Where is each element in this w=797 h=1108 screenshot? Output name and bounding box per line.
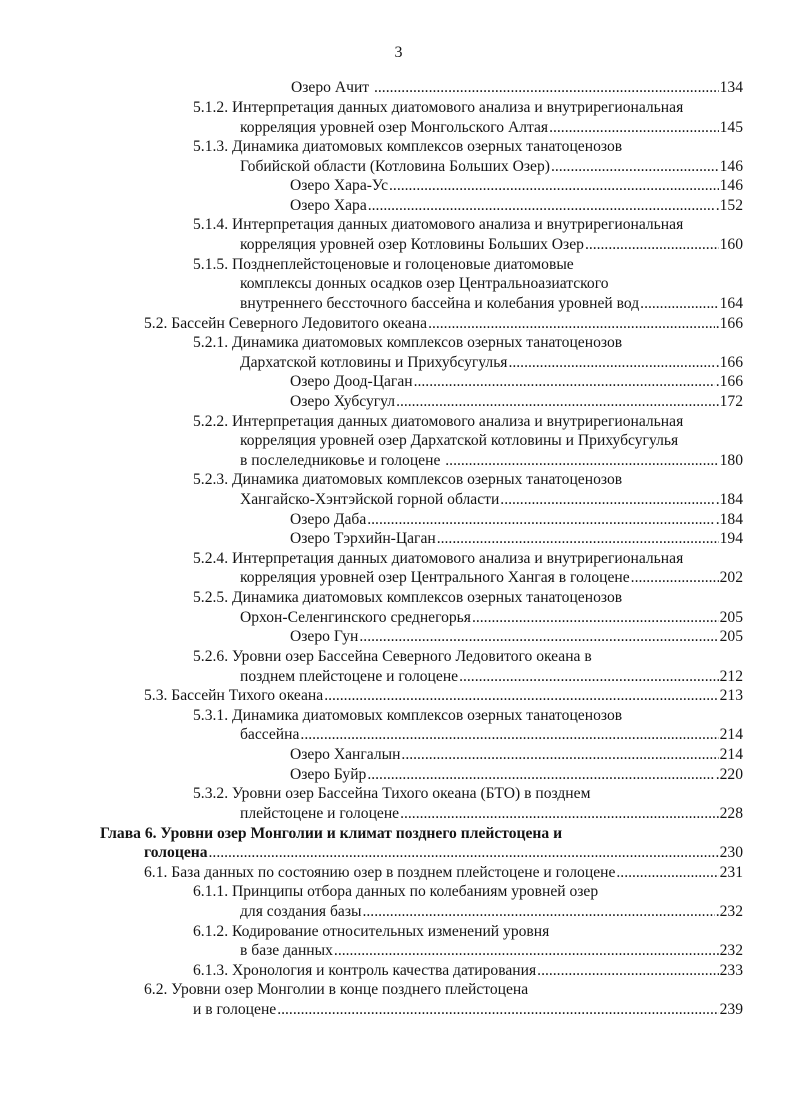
toc-page-number: .184 bbox=[715, 511, 743, 528]
toc-page-number: 145 bbox=[719, 119, 743, 136]
toc-entry-text: комплексы донных осадков озер Центральноазиатского bbox=[240, 275, 609, 292]
toc-entry-text: 5.3.1. Динамика диатомовых комплексов озерных танатоценозов bbox=[193, 707, 623, 724]
toc-entry-6-1-1[interactable] bbox=[193, 882, 753, 902]
toc-entry-5-2-3-cont[interactable] bbox=[240, 490, 743, 510]
toc-entry-text: Озеро Хангалын bbox=[290, 746, 401, 763]
toc-entry-5-1-3-cont[interactable] bbox=[240, 157, 743, 177]
toc-entry-6-2[interactable] bbox=[144, 980, 753, 1000]
toc-entry-lake-khara-us[interactable] bbox=[290, 176, 743, 196]
toc-chapter-6-cont[interactable] bbox=[144, 843, 743, 863]
toc-entry-5-2-5-cont[interactable] bbox=[240, 608, 743, 628]
toc-entry-text: Озеро Хубсугул bbox=[290, 393, 396, 410]
toc-entry-text: 5.2. Бассейн Северного Ледовитого океана bbox=[144, 315, 428, 332]
toc-entry-text: корреляция уровней озер Котловины Больших Озер bbox=[240, 236, 584, 253]
toc-entry-lake-gun[interactable] bbox=[290, 627, 743, 647]
toc-entry-text: 5.2.3. Динамика диатомовых комплексов озерных танатоценозов bbox=[193, 471, 623, 488]
toc-entry-5-2-2-cont[interactable] bbox=[240, 431, 753, 451]
toc-entry-text: внутреннего бессточного бассейна и колебания уровней вод bbox=[240, 295, 640, 312]
toc-entry-5-1-5-cont[interactable] bbox=[240, 274, 753, 294]
toc-entry-text: Озеро Хара bbox=[290, 197, 367, 214]
toc-entry-5-3-2-cont[interactable] bbox=[240, 804, 743, 824]
toc-entry-text: 6.1.2. Кодирование относительных изменений уровня bbox=[193, 923, 550, 940]
toc-entry-text: Озеро Ачит bbox=[291, 79, 373, 96]
toc-entry-lake-khara[interactable] bbox=[290, 196, 743, 216]
toc-page-number: 231 bbox=[719, 864, 743, 881]
toc-entry-5-2-6[interactable] bbox=[193, 647, 753, 667]
toc-page-number: 214 bbox=[719, 726, 743, 743]
toc-entry-text: 5.2.5. Динамика диатомовых комплексов озерных танатоценозов bbox=[193, 589, 623, 606]
toc-entry-text: 5.3. Бассейн Тихого океана bbox=[144, 687, 324, 704]
toc-entry-5-1-2-cont[interactable] bbox=[240, 118, 743, 138]
toc-page-number: 160 bbox=[719, 236, 743, 253]
toc-entry-5-1-4-cont[interactable] bbox=[240, 235, 743, 255]
toc-entry-text: корреляция уровней озер Монгольского Алтая bbox=[240, 119, 549, 136]
toc-page-number: 134 bbox=[719, 79, 743, 96]
toc-page-number: .166 bbox=[715, 354, 743, 371]
toc-entry-text: плейстоцене и голоцене bbox=[240, 805, 400, 822]
toc-entry-5-3-1[interactable] bbox=[193, 706, 753, 726]
toc-entry-5-2-5[interactable] bbox=[193, 588, 753, 608]
toc-entry-6-1[interactable] bbox=[144, 863, 743, 883]
toc-entry-6-2-cont[interactable] bbox=[193, 1000, 743, 1020]
toc-page-number: 164 bbox=[719, 295, 743, 312]
toc-entry-text: в базе данных bbox=[240, 942, 333, 959]
toc-entry-5-2-1[interactable] bbox=[193, 333, 753, 353]
toc-entry-5-1-4[interactable] bbox=[193, 215, 753, 235]
toc-entry-text: бассейна bbox=[240, 726, 300, 743]
toc-entry-text: 5.1.4. Интерпретация данных диатомового анализа и внутрирегиональная bbox=[193, 216, 684, 233]
toc-entry-text: корреляция уровней озер Центрального Хангая в голоцене bbox=[240, 569, 630, 586]
toc-entry-5-1-3[interactable] bbox=[193, 137, 753, 157]
toc-page-number: 194 bbox=[719, 530, 743, 547]
toc-entry-text: Хангайско-Хэнтэйской горной области bbox=[240, 491, 500, 508]
toc-entry-text: Озеро Гун bbox=[290, 628, 359, 645]
toc-page-number: 212 bbox=[719, 668, 743, 685]
toc-entry-6-1-3[interactable] bbox=[193, 961, 743, 981]
toc-entry-5-2[interactable] bbox=[144, 314, 743, 334]
toc-page-number: .220 bbox=[715, 766, 743, 783]
toc-entry-lake-achit[interactable] bbox=[291, 78, 743, 98]
toc-entry-5-2-4-cont[interactable] bbox=[240, 568, 743, 588]
toc-entry-lake-khubsugul[interactable] bbox=[290, 392, 743, 412]
toc-entry-text: позднем плейстоцене и голоцене bbox=[240, 668, 459, 685]
toc-page-number: 233 bbox=[719, 962, 743, 979]
toc-entry-text: Озеро Хара-Ус bbox=[290, 177, 389, 194]
toc-page-number: .184 bbox=[715, 491, 743, 508]
toc-page-number: 205 bbox=[719, 628, 743, 645]
toc-entry-text: 5.1.5. Позднеплейстоценовые и голоценовые диатомовые bbox=[193, 256, 574, 273]
toc-entry-5-2-1-cont[interactable] bbox=[240, 353, 743, 373]
toc-page-number: .166 bbox=[715, 373, 743, 390]
toc-entry-5-1-2[interactable] bbox=[193, 98, 753, 118]
toc-entry-5-1-5[interactable] bbox=[193, 255, 753, 275]
toc-entry-text: Гобийской области (Котловина Больших Озер) bbox=[240, 158, 550, 175]
toc-entry-text: 5.2.1. Динамика диатомовых комплексов озерных танатоценозов bbox=[193, 334, 623, 351]
toc-page-number: .152 bbox=[715, 197, 743, 214]
toc-entry-text: Озеро Даба bbox=[290, 511, 367, 528]
toc-page-number: 213 bbox=[719, 687, 743, 704]
toc-entry-text: Дархатской котловины и Прихубсугулья bbox=[240, 354, 508, 371]
toc-entry-5-1-5-cont2[interactable] bbox=[240, 294, 743, 314]
toc-entry-text: в послеледниковье и голоцене bbox=[240, 452, 445, 469]
toc-entry-text: 6.1.3. Хронология и контроль качества датирования bbox=[193, 962, 537, 979]
toc-entry-text: 5.2.2. Интерпретация данных диатомового анализа и внутрирегиональная bbox=[193, 413, 684, 430]
toc-entry-text: 6.1. База данных по состоянию озер в позднем плейстоцене и голоцене bbox=[144, 864, 616, 881]
toc-page-number: .172 bbox=[715, 393, 743, 410]
toc-entry-5-2-4[interactable] bbox=[193, 549, 753, 569]
page-number: 3 bbox=[394, 44, 403, 61]
toc-entry-text: 5.3.2. Уровни озер Бассейна Тихого океана (БТО) в позднем bbox=[193, 785, 591, 802]
toc-page-number: 202 bbox=[719, 569, 743, 586]
toc-entry-6-1-2-cont[interactable] bbox=[240, 941, 743, 961]
toc-page-number: 232 bbox=[719, 942, 743, 959]
toc-entry-lake-khangalyn[interactable] bbox=[290, 745, 743, 765]
toc-entry-text: 6.1.1. Принципы отбора данных по колебаниям уровней озер bbox=[193, 883, 599, 900]
toc-page-number: .166 bbox=[715, 315, 743, 332]
toc-page-number: 205 bbox=[719, 609, 743, 626]
toc-page-number: .232 bbox=[715, 903, 743, 920]
toc-page-number: 230 bbox=[719, 844, 743, 861]
toc-entry-text: 6.2. Уровни озер Монголии в конце позднего плейстоцена bbox=[144, 981, 529, 998]
toc-page-number: 180 bbox=[719, 452, 743, 469]
toc-entry-5-2-2[interactable] bbox=[193, 412, 753, 432]
toc-entry-text: 5.1.2. Интерпретация данных диатомового анализа и внутрирегиональная bbox=[193, 99, 684, 116]
toc-entry-5-3-1-cont[interactable] bbox=[240, 725, 743, 745]
toc-entry-text: Озеро Тэрхийн-Цаган bbox=[290, 530, 436, 547]
toc-entry-text: для создания базы bbox=[240, 903, 362, 920]
toc-page-number: 146 bbox=[719, 177, 743, 194]
toc-page-number: 228 bbox=[719, 805, 743, 822]
toc-entry-text: Озеро Доод-Цаган bbox=[290, 373, 413, 390]
toc-entry-text: Озеро Буйр bbox=[290, 766, 367, 783]
toc-entry-text: 5.1.3. Динамика диатомовых комплексов озерных танатоценозов bbox=[193, 138, 623, 155]
toc-entry-text: 5.2.6. Уровни озер Бассейна Северного Ледовитого океана в bbox=[193, 648, 592, 665]
toc-chapter-6[interactable] bbox=[100, 824, 753, 844]
toc-entry-5-3[interactable] bbox=[144, 686, 743, 706]
toc-entry-text: корреляция уровней озер Дархатской котловины и Прихубсугулья bbox=[240, 432, 679, 449]
toc-entry-text: Глава 6. Уровни озер Монголии и климат позднего плейстоцена и bbox=[100, 825, 563, 842]
toc-entry-6-1-1-cont[interactable] bbox=[240, 902, 743, 922]
toc-entry-5-2-3[interactable] bbox=[193, 470, 753, 490]
toc-entry-5-2-6-cont[interactable] bbox=[240, 667, 743, 687]
toc-entry-text: и в голоцене bbox=[193, 1001, 277, 1018]
toc-entry-5-3-2[interactable] bbox=[193, 784, 753, 804]
toc-entry-lake-daba[interactable] bbox=[290, 510, 743, 530]
toc-entry-text: Орхон-Селенгинского среднегорья bbox=[240, 609, 471, 626]
toc-entry-lake-buir[interactable] bbox=[290, 765, 743, 785]
toc-entry-lake-terkhiin-tsagan[interactable] bbox=[290, 529, 743, 549]
toc-entry-6-1-2[interactable] bbox=[193, 922, 753, 942]
toc-page-number: 146 bbox=[719, 158, 743, 175]
toc-page-number: 239 bbox=[719, 1001, 743, 1018]
toc-entry-lake-dood-tsagan[interactable] bbox=[290, 372, 743, 392]
toc-entry-5-2-2-cont2[interactable] bbox=[240, 451, 743, 471]
toc-entry-text: 5.2.4. Интерпретация данных диатомового анализа и внутрирегиональная bbox=[193, 550, 684, 567]
toc-entry-text: голоцена bbox=[144, 844, 208, 861]
toc-page-number: 214 bbox=[719, 746, 743, 763]
